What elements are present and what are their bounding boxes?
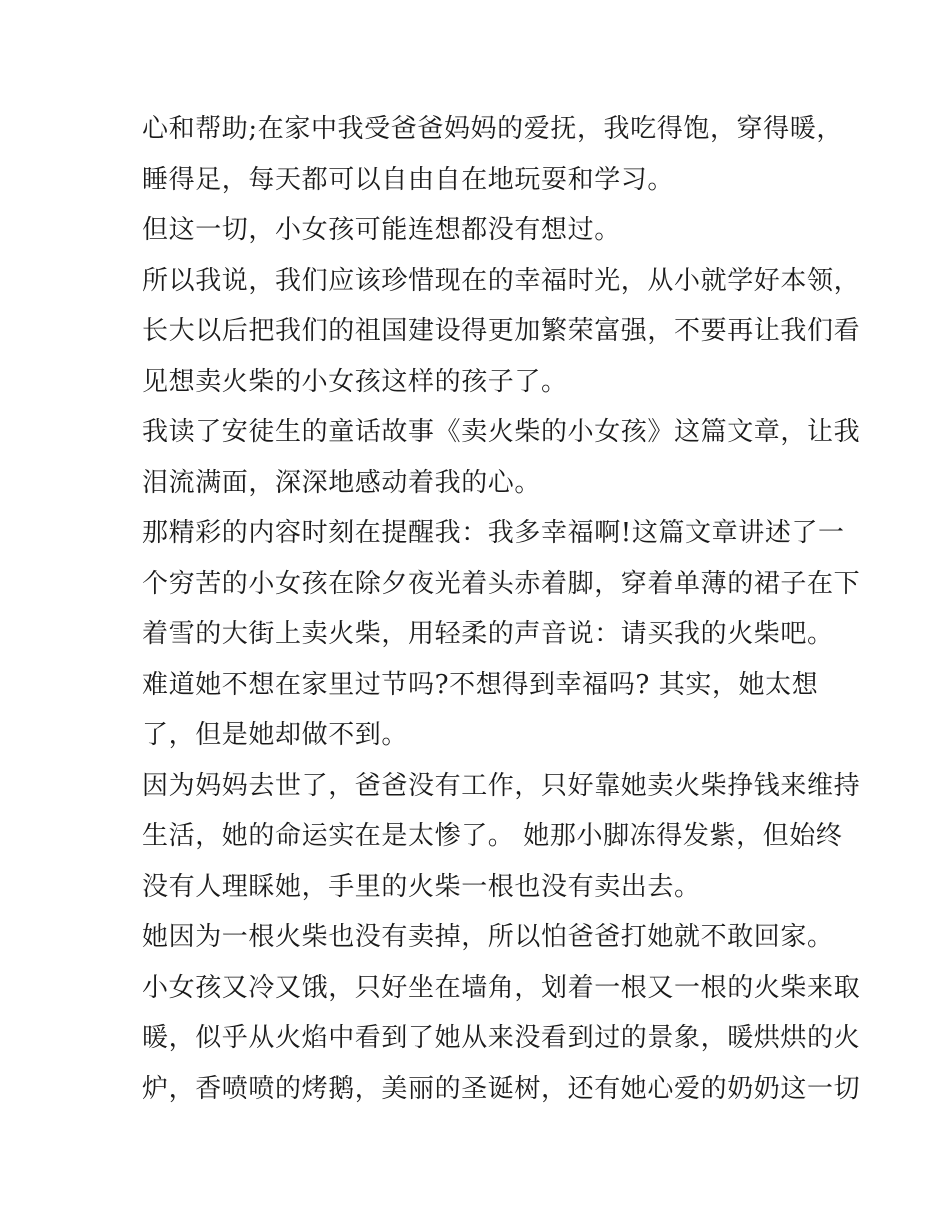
text-line: 着雪的大街上卖火柴，用轻柔的声音说：请买我的火柴吧。 bbox=[142, 619, 834, 649]
text-line: 但这一切，小女孩可能连想都没有想过。 bbox=[142, 215, 621, 245]
text-line: 泪流满面，深深地感动着我的心。 bbox=[142, 467, 542, 498]
document-text-body bbox=[142, 104, 861, 1114]
text-line: 了，但是她却做不到。 bbox=[142, 720, 409, 750]
text-line: 个穷苦的小女孩在除夕夜光着头赤着脚，穿着单薄的裙子在下 bbox=[142, 568, 861, 599]
text-line: 没有人理睬她，手里的火柴一根也没有卖出去。 bbox=[142, 871, 701, 902]
text-line: 难道她不想在家里过节吗?不想得到幸福吗? 其实，她太想 bbox=[142, 669, 819, 700]
text-line: 因为妈妈去世了，爸爸没有工作，只好靠她卖火柴挣钱来维持 bbox=[142, 770, 861, 801]
text-line: 睡得足，每天都可以自由自在地玩耍和学习。 bbox=[142, 164, 675, 195]
text-line: 她因为一根火柴也没有卖掉，所以怕爸爸打她就不敢回家。 bbox=[142, 922, 834, 952]
text-line: 长大以后把我们的祖国建设得更加繁荣富强，不要再让我们看 bbox=[142, 316, 861, 346]
text-line: 炉，香喷喷的烤鹅，美丽的圣诞树，还有她心爱的奶奶这一切 bbox=[142, 1073, 861, 1104]
text-line: 那精彩的内容时刻在提醒我：我多幸福啊!这篇文章讲述了一 bbox=[142, 518, 845, 548]
text-line: 小女孩又冷又饿，只好坐在墙角，划着一根又一根的火柴来取 bbox=[142, 972, 861, 1003]
text-line: 心和帮助;在家中我受爸爸妈妈的爱抚，我吃得饱，穿得暖， bbox=[142, 114, 843, 144]
text-line: 暖，似乎从火焰中看到了她从来没看到过的景象，暖烘烘的火 bbox=[142, 1023, 861, 1053]
text-line: 生活，她的命运实在是太惨了。 她那小脚冻得发紫，但始终 bbox=[142, 821, 843, 851]
text-line: 我读了安徒生的童话故事《卖火柴的小女孩》这篇文章，让我 bbox=[142, 417, 861, 447]
text-line: 所以我说，我们应该珍惜现在的幸福时光，从小就学好本领， bbox=[142, 265, 861, 296]
text-line: 见想卖火柴的小女孩这样的孩子了。 bbox=[142, 366, 568, 397]
